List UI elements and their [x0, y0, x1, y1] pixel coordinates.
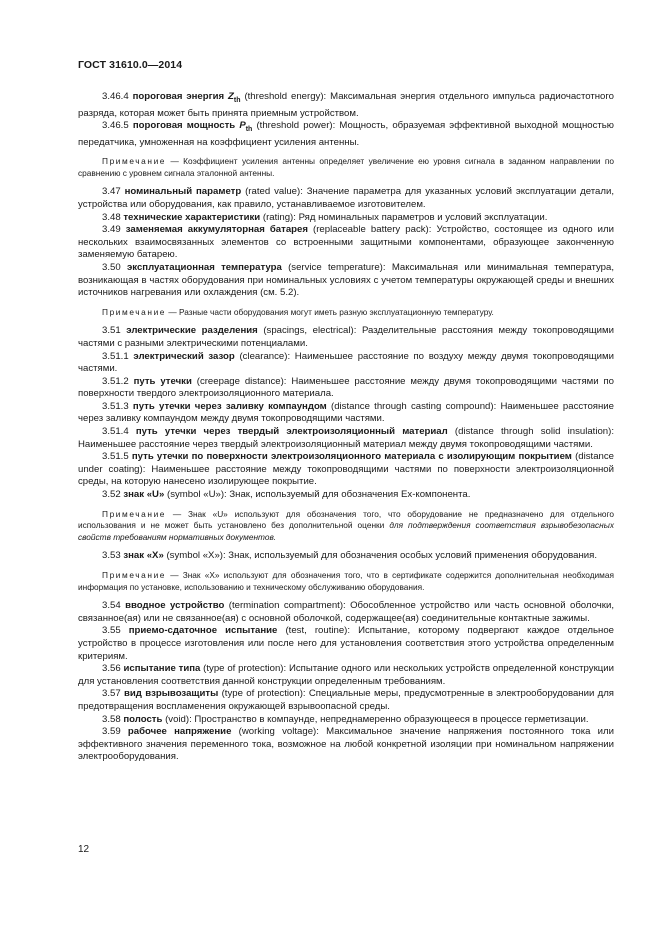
term: знак «U» [123, 489, 165, 501]
definition-text: (distance through casting compound): Наименьшее расстояние через заливку компаундом между двумя токопроводящими частями. [78, 400, 614, 425]
note-n1 [78, 156, 614, 179]
term: вид взрывозащиты [124, 688, 219, 700]
term: рабочее напряжение [127, 726, 232, 738]
clause-number: 3.56 [102, 663, 121, 675]
definition-p3515 [78, 451, 614, 489]
definition-p355 [78, 625, 614, 663]
definition-text: (creepage distance): Наименьшее расстояние между двумя токопроводящими частями по поверхности твердого электроизоляционного материала. [78, 375, 615, 400]
note-label: Примечание [102, 306, 167, 317]
term: путь утечки [133, 375, 192, 387]
note-italic-text: для подтверждения соответствия взрывобезопасных свойств требованиям нормативных документов. [78, 520, 614, 542]
clause-number: 3.53 [102, 550, 121, 562]
definition-text: (working voltage): Максимальное значение напряжения постоянного тока или эффективного значения переменного тока, возможное на любой конкретной изоляции при номинальном напряжении электрооборудования. [78, 726, 614, 763]
term: пороговая энергия [132, 91, 225, 102]
definition-text: (test, routine): Испытание, которому подвергают каждое отдельное устройство в процессе изготовления или после него для установления соответствия этого устройства определенным критериям. [78, 625, 614, 662]
term: эксплуатационная температура [126, 261, 282, 273]
definition-p353 [78, 550, 614, 563]
note-label: Примечание [102, 156, 167, 167]
definition-p3511 [78, 351, 614, 376]
term: технические характеристики [123, 211, 261, 223]
note-text: Коэффициент усиления антенны определяет увеличение ею уровня сигнала в заданном направлении по сравнению с уровнем сигнала эталонной антенны. [78, 156, 614, 178]
definition-p349 [78, 224, 614, 262]
clause-number: 3.54 [102, 600, 121, 612]
definition-text: (threshold power): Мощность, образуемая эффективной выходной мощностью передатчика, умноженная на коэффициент усиления антенны. [78, 120, 614, 148]
term: путь утечки по поверхности электроизоляционного материала с изолирующим покрытием [131, 451, 572, 463]
definition-p3464 [78, 91, 614, 120]
term-symbol-subscript: th [233, 96, 241, 104]
term-symbol: P [239, 120, 246, 132]
definition-p352 [78, 489, 614, 502]
definition-p358 [78, 714, 614, 727]
note-text: Знак «U» используют для обозначения того, что оборудование не предназначено для отдельного использования и не может быть установлено без дополнительной оценки [78, 508, 614, 531]
definition-text: (replaceable battery pack): Устройство, состоящее из одного или нескольких взаимосвязанных элементов со встроенными защитными компонентами, образующее законченную заменяемую батарею. [78, 224, 614, 261]
term: электрические разделения [126, 325, 258, 337]
term: электрический зазор [133, 350, 235, 362]
definition-text: (rated value): Значение параметра для указанных условий эксплуатации детали, устройства или оборудования, как правило, устанавливаемое изготовителем. [78, 186, 615, 210]
definition-text: (distance under coating): Наименьшее расстояние между токопроводящими частями по поверхности электроизоляционной среды, на которую нанесено изолирующее покрытие. [78, 451, 615, 488]
note-n2 [78, 307, 614, 319]
page-number: 12 [78, 844, 90, 855]
page-header-doc-code: ГОСТ 31610.0—2014 [78, 59, 183, 71]
clause-number: 3.50 [102, 261, 121, 273]
term: номинальный параметр [124, 186, 242, 198]
definition-text: (symbol «X»): Знак, используемый для обозначения особых условий применения оборудования. [163, 550, 598, 562]
note-label: Примечание [102, 570, 167, 580]
definition-text: (spacings, electrical): Разделительные расстояния между токопроводящими частями с разными электрическими потенциалами. [78, 325, 614, 349]
definition-p3465 [78, 120, 614, 149]
clause-number: 3.59 [102, 726, 121, 738]
term: заменяемая аккумуляторная батарея [125, 224, 308, 236]
definition-p3514 [78, 426, 614, 451]
definition-p348 [78, 212, 614, 225]
clause-number: 3.51.2 [102, 375, 129, 387]
term: вводное устройство [125, 600, 225, 612]
clause-number: 3.51.5 [102, 451, 129, 463]
clause-number: 3.57 [102, 688, 121, 700]
clause-number: 3.46.4 [102, 91, 129, 102]
definition-text: (symbol «U»): Знак, используемый для обозначения Ex-компонента. [164, 489, 471, 501]
note-label: Примечание [102, 508, 167, 519]
definition-p350 [78, 262, 614, 300]
definition-text: (threshold energy): Максимальная энергия отдельного импульса радиочастотного разряда, которая может быть принята приемным устройством. [78, 91, 615, 119]
note-text: Знак «X» используют для обозначения того, что в сертификате содержится дополнительная необходимая информация по установке, использованию и техническому обслуживанию оборудования. [78, 570, 614, 592]
definition-text: (void): Пространство в компаунде, непреднамеренно образующееся в процессе герметизации. [162, 713, 589, 725]
term-symbol: Z [228, 91, 234, 102]
clause-number: 3.47 [102, 186, 121, 198]
term-symbol-subscript: th [245, 126, 253, 133]
note-text: Разные части оборудования могут иметь разную эксплуатационную температуру. [178, 306, 494, 317]
document-body [78, 91, 614, 764]
clause-number: 3.51.4 [102, 426, 129, 438]
clause-number: 3.51 [102, 325, 121, 337]
term: путь утечки через твердый электроизоляционный материал [135, 426, 448, 438]
definition-text: (rating): Ряд номинальных параметров и условий эксплуатации. [260, 211, 548, 223]
definition-p347 [78, 186, 614, 211]
definition-text: (distance through solid insulation): Наименьшее расстояние через твердый электроизоляционный материал между двумя токопроводящими частями. [78, 426, 614, 450]
definition-p351 [78, 325, 614, 350]
clause-number: 3.51.1 [102, 350, 129, 362]
note-dash: — [166, 570, 183, 580]
definition-p3513 [78, 401, 614, 426]
term: полость [123, 713, 163, 725]
definition-text: (service temperature): Максимальная или минимальная температура, возникающая в частях оборудования при номинальных условиях с учетом температуры окружающей среды и внешних источников нагревания или охлаждения (см. 5.2). [78, 261, 614, 299]
definition-p354 [78, 600, 614, 625]
definition-p357 [78, 688, 614, 713]
term: пороговая мощность [132, 120, 236, 132]
term: знак «X» [123, 550, 164, 562]
note-dash: — [166, 508, 188, 519]
note-dash: — [166, 306, 179, 317]
clause-number: 3.55 [102, 625, 121, 637]
definition-text: (clearance): Наименьшее расстояние по воздуху между двумя токопроводящими частями. [78, 350, 615, 375]
term: приемо-сдаточное испытание [128, 625, 278, 637]
clause-number: 3.51.3 [102, 400, 129, 412]
clause-number: 3.49 [102, 224, 121, 236]
note-dash: — [166, 156, 184, 167]
definition-p3512 [78, 376, 614, 401]
definition-p359 [78, 726, 614, 764]
clause-number: 3.48 [102, 211, 121, 223]
note-n4 [78, 570, 614, 593]
definition-text: (type of protection): Специальные меры, предусмотренные в электрооборудовании для предотвращения воспламенения окружающей взрывоопасной среды. [78, 688, 614, 712]
clause-number: 3.52 [102, 489, 121, 501]
note-n3 [78, 509, 614, 544]
term: испытание типа [123, 663, 201, 675]
clause-number: 3.58 [102, 713, 121, 725]
term: путь утечки через заливку компаундом [132, 400, 327, 412]
definition-text: (termination compartment): Обособленное устройство или часть основной оболочки, связанное(ая) или не связанное(ая) с основной оболочкой, содержащее(ая) соединительные контактные зажимы. [78, 600, 614, 624]
clause-number: 3.46.5 [102, 120, 129, 132]
definition-p356 [78, 663, 614, 688]
definition-text: (type of protection): Испытание одного или нескольких устройств определенной конструкции для установления соответствия данной конструкции определенным требованиям. [78, 663, 614, 687]
